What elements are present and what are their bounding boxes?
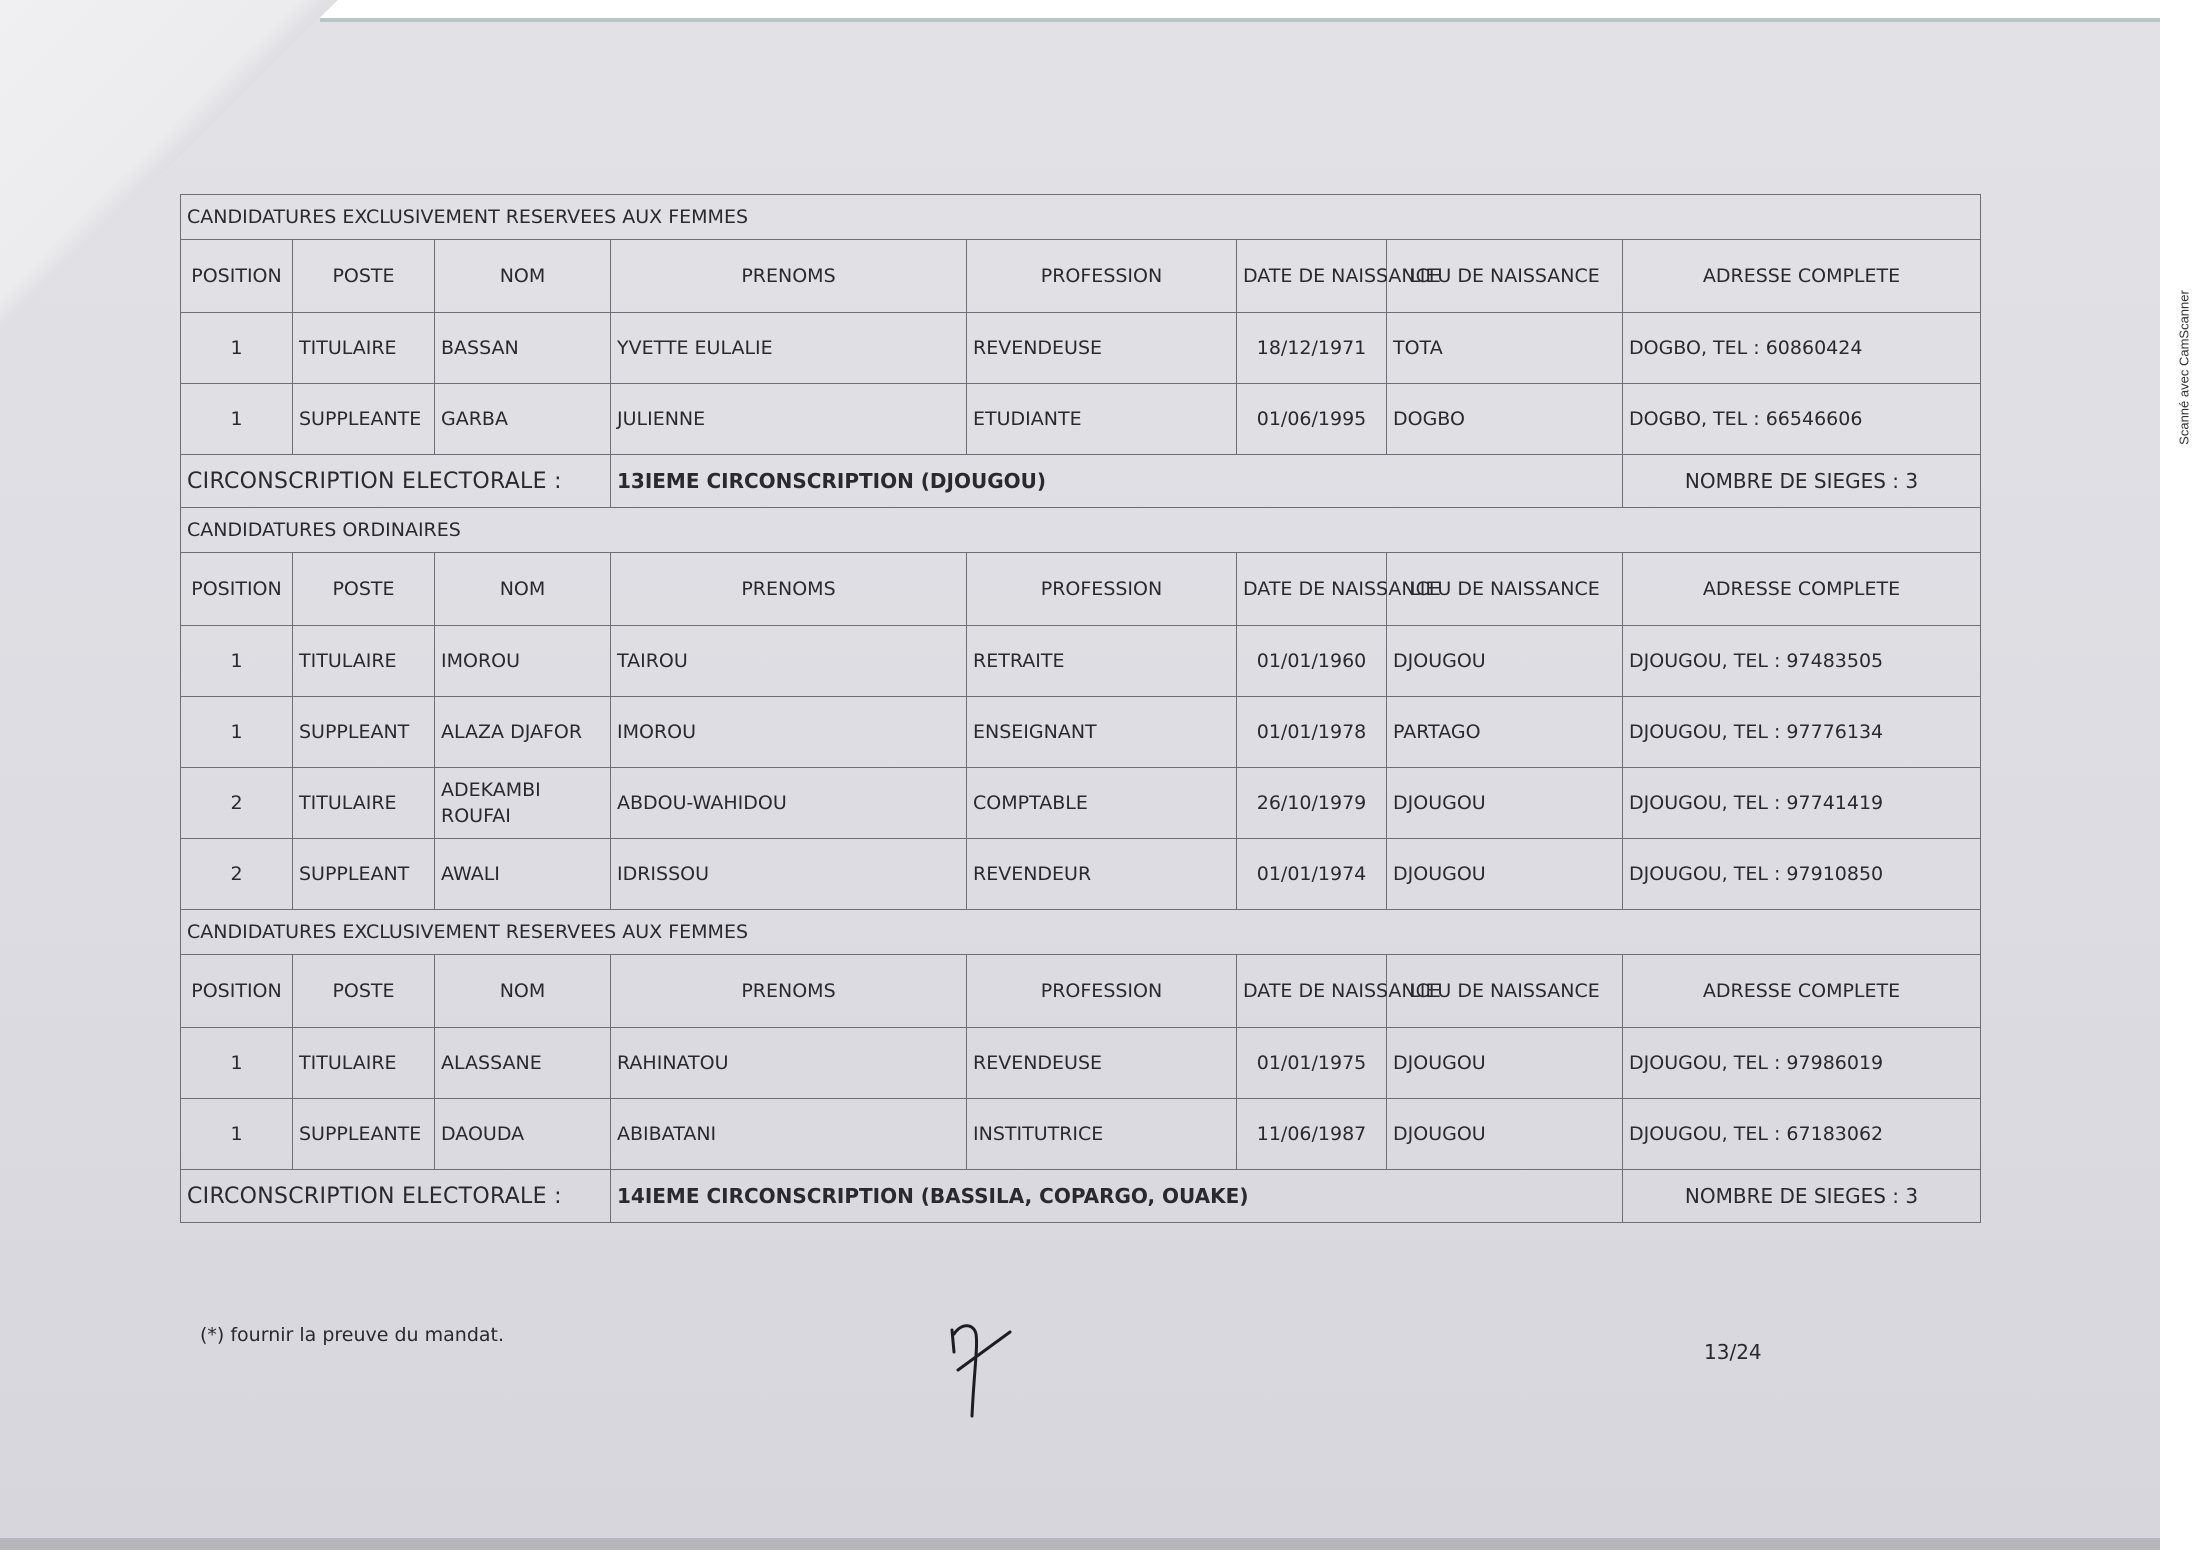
table-cell: COMPTABLE xyxy=(967,768,1237,839)
table-cell: TITULAIRE xyxy=(293,313,435,384)
table-cell: TITULAIRE xyxy=(293,768,435,839)
column-header: DATE DE NAISSANCE xyxy=(1237,240,1387,313)
table-cell: JULIENNE xyxy=(611,384,967,455)
table-cell: ABDOU-WAHIDOU xyxy=(611,768,967,839)
table-cell: ALASSANE xyxy=(435,1028,611,1099)
table-cell: IMOROU xyxy=(435,626,611,697)
table-cell: 01/01/1974 xyxy=(1237,839,1387,910)
table-cell: DJOUGOU, TEL : 97483505 xyxy=(1623,626,1981,697)
table-cell: TAIROU xyxy=(611,626,967,697)
table-row xyxy=(181,839,1981,910)
column-header: POSTE xyxy=(293,240,435,313)
table-cell: 2 xyxy=(181,839,293,910)
handwritten-signature xyxy=(940,1312,1020,1422)
table-cell: 1 xyxy=(181,1028,293,1099)
table-cell: ALAZA DJAFOR xyxy=(435,697,611,768)
column-header-row xyxy=(181,553,1981,626)
section-header-row xyxy=(181,910,1981,955)
table-cell: DOGBO, TEL : 60860424 xyxy=(1623,313,1981,384)
table-cell: INSTITUTRICE xyxy=(967,1099,1237,1170)
scan-top-edge xyxy=(320,18,2160,22)
candidates-table xyxy=(180,194,1981,1223)
table-cell: SUPPLEANT xyxy=(293,839,435,910)
scanner-watermark-text: Scanné avec CamScanner xyxy=(2176,290,2192,445)
table-cell: DOGBO, TEL : 66546606 xyxy=(1623,384,1981,455)
section-label: CANDIDATURES EXCLUSIVEMENT RESERVEES AUX FEMMES xyxy=(181,910,1981,955)
table-row xyxy=(181,626,1981,697)
column-header: DATE DE NAISSANCE xyxy=(1237,553,1387,626)
table-cell: DJOUGOU xyxy=(1387,1028,1623,1099)
table-cell: DJOUGOU xyxy=(1387,768,1623,839)
column-header: PROFESSION xyxy=(967,553,1237,626)
column-header: POSITION xyxy=(181,955,293,1028)
column-header: POSTE xyxy=(293,553,435,626)
column-header: ADRESSE COMPLETE xyxy=(1623,240,1981,313)
table-cell: PARTAGO xyxy=(1387,697,1623,768)
table-cell: DJOUGOU xyxy=(1387,626,1623,697)
column-header: DATE DE NAISSANCE xyxy=(1237,955,1387,1028)
table-cell: 11/06/1987 xyxy=(1237,1099,1387,1170)
seats-count: NOMBRE DE SIEGES : 3 xyxy=(1623,455,1981,508)
table-cell: TITULAIRE xyxy=(293,1028,435,1099)
table-row xyxy=(181,1099,1981,1170)
table-row xyxy=(181,1028,1981,1099)
table-cell: 1 xyxy=(181,1099,293,1170)
table-cell: 01/01/1960 xyxy=(1237,626,1387,697)
column-header: POSITION xyxy=(181,240,293,313)
circonscription-name: 13IEME CIRCONSCRIPTION (DJOUGOU) xyxy=(611,455,1623,508)
table-cell: 1 xyxy=(181,626,293,697)
table-cell: ABIBATANI xyxy=(611,1099,967,1170)
table-cell: SUPPLEANTE xyxy=(293,1099,435,1170)
table-row xyxy=(181,697,1981,768)
column-header: LIEU DE NAISSANCE xyxy=(1387,955,1623,1028)
table-cell: ADEKAMBI ROUFAI xyxy=(435,768,611,839)
table-cell: ENSEIGNANT xyxy=(967,697,1237,768)
table-cell: DJOUGOU, TEL : 97910850 xyxy=(1623,839,1981,910)
table-cell: DJOUGOU xyxy=(1387,1099,1623,1170)
table-cell: RAHINATOU xyxy=(611,1028,967,1099)
column-header: POSTE xyxy=(293,955,435,1028)
table-row xyxy=(181,384,1981,455)
circonscription-name: 14IEME CIRCONSCRIPTION (BASSILA, COPARGO, OUAKE) xyxy=(611,1170,1623,1223)
table-cell: TOTA xyxy=(1387,313,1623,384)
table-cell: DJOUGOU, TEL : 97741419 xyxy=(1623,768,1981,839)
scanned-page xyxy=(0,18,2160,1550)
table-cell: 1 xyxy=(181,384,293,455)
table-cell: 01/06/1995 xyxy=(1237,384,1387,455)
table-cell: DJOUGOU, TEL : 97776134 xyxy=(1623,697,1981,768)
table-body xyxy=(181,195,1981,1223)
table-cell: GARBA xyxy=(435,384,611,455)
seats-count: NOMBRE DE SIEGES : 3 xyxy=(1623,1170,1981,1223)
table-cell: IDRISSOU xyxy=(611,839,967,910)
table-cell: TITULAIRE xyxy=(293,626,435,697)
column-header: PRENOMS xyxy=(611,553,967,626)
table-cell: 26/10/1979 xyxy=(1237,768,1387,839)
section-label: CANDIDATURES EXCLUSIVEMENT RESERVEES AUX FEMMES xyxy=(181,195,1981,240)
table-cell: 2 xyxy=(181,768,293,839)
circonscription-label: CIRCONSCRIPTION ELECTORALE : xyxy=(181,1170,611,1223)
column-header: NOM xyxy=(435,240,611,313)
table-cell: ETUDIANTE xyxy=(967,384,1237,455)
table-cell: RETRAITE xyxy=(967,626,1237,697)
scan-bottom-edge xyxy=(0,1538,2160,1550)
table-cell: DJOUGOU xyxy=(1387,839,1623,910)
table-cell: YVETTE EULALIE xyxy=(611,313,967,384)
table-cell: DJOUGOU, TEL : 97986019 xyxy=(1623,1028,1981,1099)
column-header: PROFESSION xyxy=(967,240,1237,313)
table-cell: REVENDEUR xyxy=(967,839,1237,910)
column-header: POSITION xyxy=(181,553,293,626)
column-header-row xyxy=(181,240,1981,313)
column-header: ADRESSE COMPLETE xyxy=(1623,553,1981,626)
table-cell: 18/12/1971 xyxy=(1237,313,1387,384)
column-header: PRENOMS xyxy=(611,955,967,1028)
column-header: PRENOMS xyxy=(611,240,967,313)
section-label: CANDIDATURES ORDINAIRES xyxy=(181,508,1981,553)
table-cell: DJOUGOU, TEL : 67183062 xyxy=(1623,1099,1981,1170)
circonscription-label: CIRCONSCRIPTION ELECTORALE : xyxy=(181,455,611,508)
table-cell: IMOROU xyxy=(611,697,967,768)
column-header: LIEU DE NAISSANCE xyxy=(1387,240,1623,313)
section-header-row xyxy=(181,195,1981,240)
table-cell: 1 xyxy=(181,697,293,768)
table-row xyxy=(181,313,1981,384)
table-cell: 01/01/1975 xyxy=(1237,1028,1387,1099)
column-header: ADRESSE COMPLETE xyxy=(1623,955,1981,1028)
circonscription-row xyxy=(181,1170,1981,1223)
table-cell: BASSAN xyxy=(435,313,611,384)
circonscription-row xyxy=(181,455,1981,508)
table-cell: REVENDEUSE xyxy=(967,1028,1237,1099)
table-cell: SUPPLEANTE xyxy=(293,384,435,455)
table-cell: 1 xyxy=(181,313,293,384)
column-header-row xyxy=(181,955,1981,1028)
column-header: NOM xyxy=(435,955,611,1028)
table-cell: DOGBO xyxy=(1387,384,1623,455)
column-header: NOM xyxy=(435,553,611,626)
column-header: PROFESSION xyxy=(967,955,1237,1028)
table-cell: DAOUDA xyxy=(435,1099,611,1170)
table-cell: 01/01/1978 xyxy=(1237,697,1387,768)
table-cell: SUPPLEANT xyxy=(293,697,435,768)
table-cell: AWALI xyxy=(435,839,611,910)
table-row xyxy=(181,768,1981,839)
page-number: 13/24 xyxy=(1704,1340,1762,1364)
table-cell: REVENDEUSE xyxy=(967,313,1237,384)
column-header: LIEU DE NAISSANCE xyxy=(1387,553,1623,626)
section-header-row xyxy=(181,508,1981,553)
footnote: (*) fournir la preuve du mandat. xyxy=(200,1324,505,1346)
